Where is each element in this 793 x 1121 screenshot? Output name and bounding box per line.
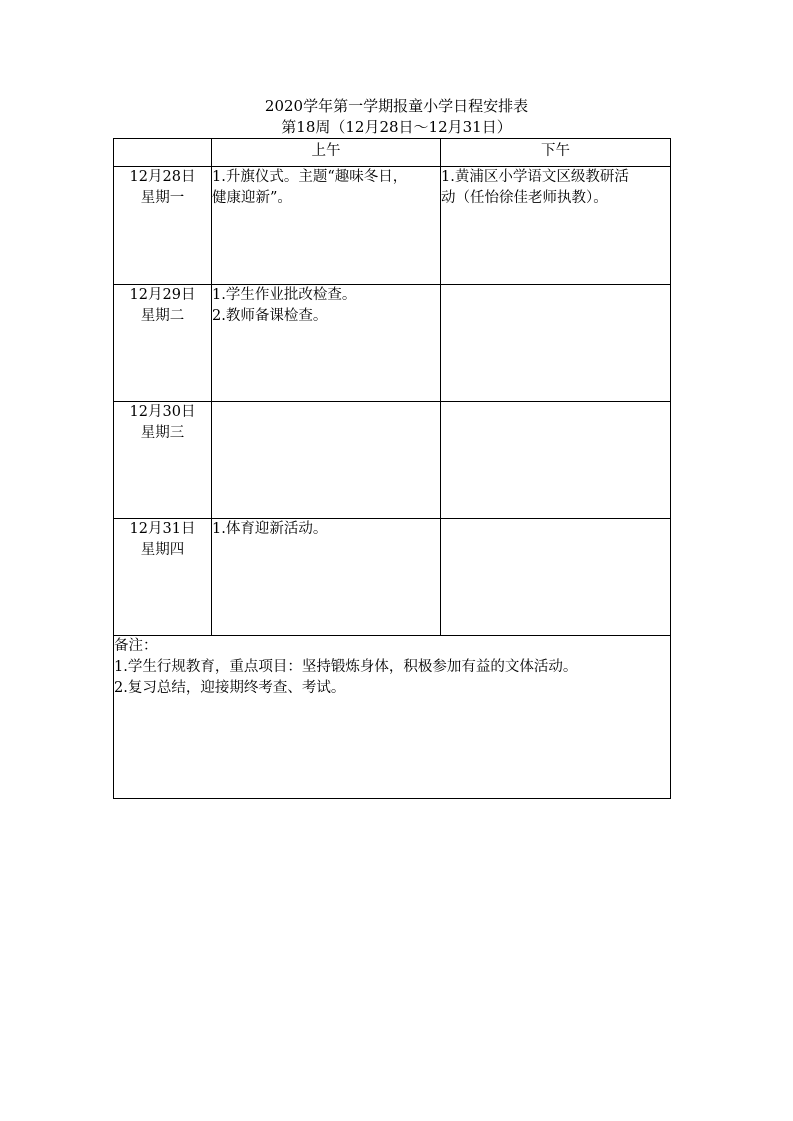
morning-cell xyxy=(212,167,441,284)
afternoon-cell xyxy=(441,401,671,518)
table-row xyxy=(114,401,671,518)
notes-cell xyxy=(114,636,671,799)
afternoon-cell xyxy=(441,167,671,284)
notes-item: 2.复习总结，迎接期终考查、考试。 xyxy=(114,680,346,697)
morning-line: 1.升旗仪式。主题“趣味冬日， xyxy=(212,169,408,186)
notes-item: 1.学生行规教育，重点项目：坚持锻炼身体，积极参加有益的文体活动。 xyxy=(114,659,578,676)
weekday-text: 星期三 xyxy=(140,424,185,441)
morning-cell xyxy=(212,284,441,401)
weekday-text: 星期一 xyxy=(140,190,185,207)
document-title: 2020学年第一学期报童小学日程安排表 xyxy=(264,97,529,115)
header-afternoon: 下午 xyxy=(441,139,671,167)
document-subtitle: 第18周（12月28日～12月31日） xyxy=(281,118,512,136)
date-cell xyxy=(114,284,212,401)
date-cell xyxy=(114,167,212,284)
weekday-text: 星期二 xyxy=(140,307,185,324)
date-cell xyxy=(114,401,212,518)
afternoon-cell xyxy=(441,284,671,401)
date-cell xyxy=(114,519,212,636)
table-row xyxy=(114,284,671,401)
notes-row xyxy=(114,636,671,799)
table-row xyxy=(114,167,671,284)
schedule-table xyxy=(113,138,671,799)
morning-line: 1.体育迎新活动。 xyxy=(212,521,328,537)
date-text: 12月31日 xyxy=(129,521,196,537)
date-text: 12月28日 xyxy=(129,169,196,186)
morning-cell xyxy=(212,401,441,518)
afternoon-cell xyxy=(441,519,671,636)
header-morning: 上午 xyxy=(212,139,441,167)
weekday-text: 星期四 xyxy=(140,542,185,558)
header-blank xyxy=(114,139,212,167)
date-text: 12月29日 xyxy=(129,286,196,303)
notes-label: 备注： xyxy=(114,638,158,655)
morning-cell xyxy=(212,519,441,636)
date-text: 12月30日 xyxy=(129,403,196,420)
morning-line: 1.学生作业批改检查。 xyxy=(212,286,357,303)
table-row xyxy=(114,519,671,636)
morning-line: 健康迎新”。 xyxy=(212,190,292,207)
afternoon-line: 1.黄浦区小学语文区级教研活 xyxy=(441,169,629,186)
header-row xyxy=(114,139,671,167)
morning-line: 2.教师备课检查。 xyxy=(212,307,328,324)
afternoon-line: 动（任怡徐佳老师执教）。 xyxy=(441,190,608,207)
